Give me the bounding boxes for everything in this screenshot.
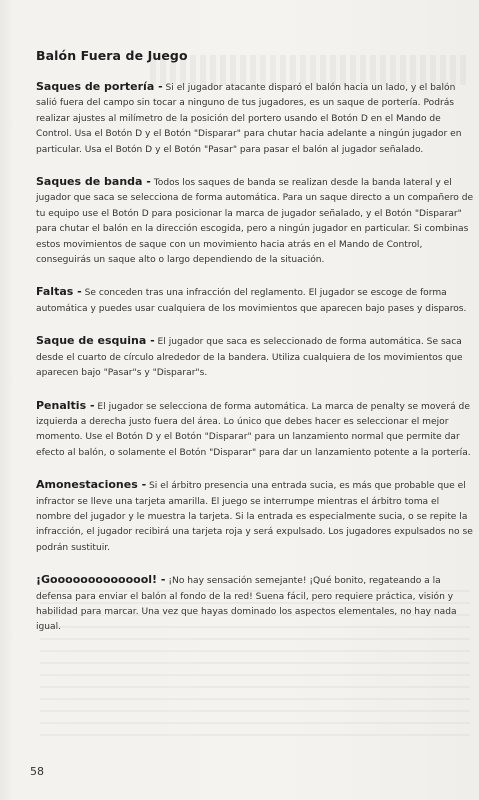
section-gol bbox=[36, 572, 474, 636]
section-term: Saque de esquina - bbox=[36, 334, 155, 348]
section-text: ¡No hay sensación semejante! ¡Qué bonito, regateando a la defensa para enviar el balón al fondo de la red! Suena fácil, pero requiere práctica, visión y habilidad para marcar. Una vez que hayas dominado los aspectos elementales, no hay nada igual. bbox=[36, 576, 457, 633]
section-text: Se conceden tras una infracción del reglamento. El jugador se escoge de forma automática y puedes usar cualquiera de los movimientos que aparecen bajo pases y disparos. bbox=[36, 288, 467, 314]
section-term: Penaltis - bbox=[36, 398, 95, 412]
section-term: Saques de portería - bbox=[36, 80, 163, 93]
section-saque-de-esquina bbox=[36, 333, 474, 381]
section-term: ¡Goooooooooooool! - bbox=[36, 573, 166, 587]
section-faltas bbox=[36, 284, 474, 317]
section-text: Todos los saques de banda se realizan desde la banda lateral y el jugador que saca se selecciona de forma automática. Para un saque directo a un compañero de tu equipo use el Botón D para posicionar la marca de jugador señalado, y el Botón "Disparar" para chutar el balón en la dirección escogida, pero a ningún jugador en particular. Si combinas estos movimientos de saque con un movimiento hacia atrás en el Mando de Control, conseguirás un saque alto o largo dependiendo de la situación. bbox=[36, 178, 474, 266]
section-term: Faltas - bbox=[36, 285, 82, 299]
section-amonestaciones bbox=[36, 477, 474, 556]
section-text: El jugador que saca es seleccionado de forma automática. Se saca desde el cuarto de círculo alrededor de la bandera. Utiliza cualquiera de los movimientos que aparecen bajo "Pasar"s y "Disparar"s. bbox=[36, 337, 463, 379]
section-term: Saques de banda - bbox=[36, 175, 151, 189]
page-title: Balón Fuera de Juego bbox=[36, 48, 188, 63]
page-number: 58 bbox=[30, 765, 44, 778]
section-saques-de-porteria bbox=[36, 79, 474, 158]
section-term: Amonestaciones - bbox=[36, 478, 147, 492]
section-text: Si el jugador atacante disparó el balón hacia un lado, y el balón salió fuera del campo sin tocar a ninguno de tus jugadores, es un saque de portería. Podrás realizar ajustes al milímetro de la posición del portero usando el Botón D en el Mando de Control. Usa el Botón D y el Botón "Disparar" para chutar hacia adelante a ningún jugador en particular. Usa el Botón D y el Botón "Pasar" para pasar el balón al jugador señalado. bbox=[36, 83, 462, 155]
section-text: El jugador se selecciona de forma automática. La marca de penalty se moverá de izquierda a derecha justo fuera del área. Lo único que debes hacer es seleccionar el mejor momento. Use el Botón D y el Botón "Disparar" para un lanzamiento normal que permite dar efecto al balón, o solamente el Botón "Disparar" para dar un lanzamiento potente a la portería. bbox=[36, 401, 471, 458]
section-text: Si el árbitro presencia una entrada sucia, es más que probable que el infractor se lleve una tarjeta amarilla. El juego se interrumpe mientras el árbitro toma el nombre del jugador y le muestra la tarjeta. Si la entrada es especialmente sucia, o se repite la infracción, el jugador recibirá una tarjeta roja y será expulsado. Los jugadores expulsados no se podrán sustituir. bbox=[36, 481, 473, 553]
section-penaltis bbox=[36, 398, 474, 462]
section-saques-de-banda bbox=[36, 174, 474, 268]
page-content bbox=[36, 48, 474, 652]
